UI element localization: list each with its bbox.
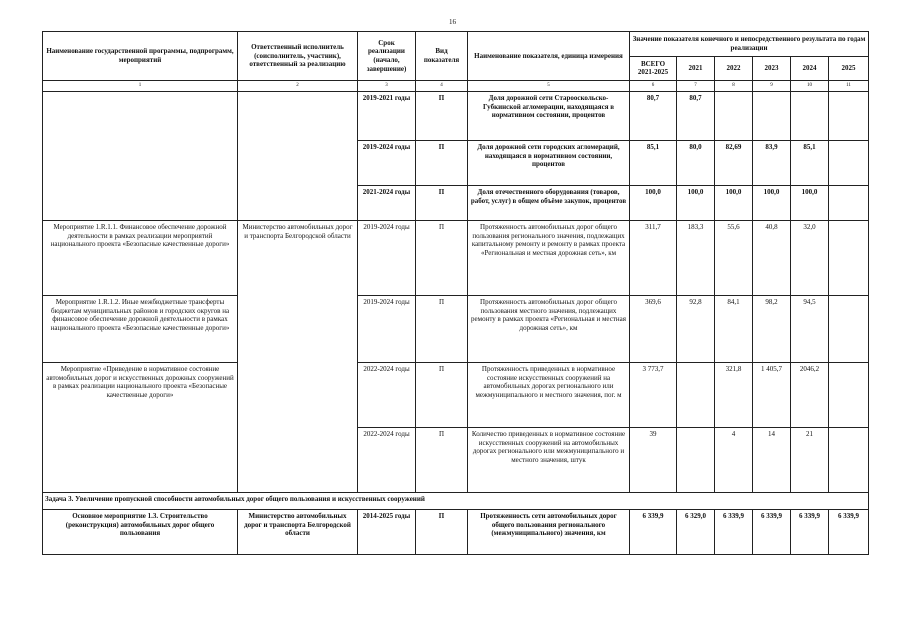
header-values-group: Значение показателя конечного и непосредственного результата по годам реализации bbox=[630, 32, 869, 57]
header-type: Вид показателя bbox=[416, 32, 468, 81]
type-cell: П bbox=[416, 92, 468, 141]
index-cell: 10 bbox=[791, 81, 829, 92]
value-cell bbox=[753, 92, 791, 141]
table-row bbox=[43, 296, 869, 363]
header-total: ВСЕГО 2021-2025 bbox=[630, 56, 677, 81]
value-cell: 1 405,7 bbox=[753, 363, 791, 428]
value-cell: 6 329,0 bbox=[677, 510, 715, 555]
header-period: Срок реализации (начало, завершение) bbox=[358, 32, 416, 81]
index-cell: 1 bbox=[43, 81, 238, 92]
program-cell: Мероприятие 1.R.1.1. Финансовое обеспечение дорожной деятельности в рамках реализации мероприятий национального проекта «Безопасные качественные дороги» bbox=[43, 221, 238, 296]
period-cell: 2019-2024 годы bbox=[358, 221, 416, 296]
period-cell: 2019-2024 годы bbox=[358, 141, 416, 186]
header-year: 2025 bbox=[829, 56, 869, 81]
index-cell: 5 bbox=[468, 81, 630, 92]
total-cell: 39 bbox=[630, 428, 677, 493]
type-cell: П bbox=[416, 221, 468, 296]
table-row bbox=[43, 510, 869, 555]
value-cell bbox=[829, 186, 869, 221]
value-cell: 98,2 bbox=[753, 296, 791, 363]
value-cell: 6 339,9 bbox=[791, 510, 829, 555]
indicator-cell: Протяженность автомобильных дорог общего пользования местного значения, подлежащих ремонту в рамках проекта «Региональная и местная дорожная сеть», км bbox=[468, 296, 630, 363]
value-cell bbox=[829, 363, 869, 428]
total-cell: 6 339,9 bbox=[630, 510, 677, 555]
index-cell: 6 bbox=[630, 81, 677, 92]
value-cell: 85,1 bbox=[791, 141, 829, 186]
index-cell: 4 bbox=[416, 81, 468, 92]
value-cell: 2046,2 bbox=[791, 363, 829, 428]
executor-cell: Министерство автомобильных дорог и транспорта Белгородской области bbox=[238, 221, 358, 493]
type-cell: П bbox=[416, 363, 468, 428]
executor-cell bbox=[238, 92, 358, 221]
type-cell: П bbox=[416, 428, 468, 493]
value-cell bbox=[829, 141, 869, 186]
executor-cell: Министерство автомобильных дорог и транспорта Белгородской области bbox=[238, 510, 358, 555]
program-cell: Мероприятие 1.R.1.2. Иные межбюджетные трансферты бюджетам муниципальных районов и городских округов на финансовое обеспечение дорожной деятельности в рамках национального проекта «Безопасные качественные дороги» bbox=[43, 296, 238, 363]
value-cell: 6 339,9 bbox=[715, 510, 753, 555]
value-cell: 94,5 bbox=[791, 296, 829, 363]
header-year: 2023 bbox=[753, 56, 791, 81]
table-row bbox=[43, 221, 869, 296]
indicator-cell: Доля дорожной сети Старооскольско-Губкинской агломерации, находящаяся в нормативном состоянии, процентов bbox=[468, 92, 630, 141]
value-cell: 21 bbox=[791, 428, 829, 493]
value-cell: 100,0 bbox=[677, 186, 715, 221]
header-year: 2024 bbox=[791, 56, 829, 81]
value-cell: 4 bbox=[715, 428, 753, 493]
period-cell: 2019-2021 годы bbox=[358, 92, 416, 141]
period-cell: 2022-2024 годы bbox=[358, 428, 416, 493]
total-cell: 80,7 bbox=[630, 92, 677, 141]
index-cell: 7 bbox=[677, 81, 715, 92]
total-cell: 3 773,7 bbox=[630, 363, 677, 428]
value-cell bbox=[677, 363, 715, 428]
total-cell: 311,7 bbox=[630, 221, 677, 296]
indicator-cell: Протяженность приведенных в нормативное состояние искусственных сооружений на автомобильных дорогах регионального или межмуниципального и местного значения, пог. м bbox=[468, 363, 630, 428]
value-cell: 92,8 bbox=[677, 296, 715, 363]
value-cell: 55,6 bbox=[715, 221, 753, 296]
indicator-cell: Количество приведенных в нормативное состояние искусственных сооружений на автомобильных дорогах регионального или межмуниципального и местного значения, штук bbox=[468, 428, 630, 493]
value-cell bbox=[829, 92, 869, 141]
value-cell bbox=[829, 221, 869, 296]
header-program: Наименование государственной программы, подпрограмм, мероприятий bbox=[43, 32, 238, 81]
index-cell: 8 bbox=[715, 81, 753, 92]
header-row-1 bbox=[43, 32, 869, 57]
value-cell: 82,69 bbox=[715, 141, 753, 186]
index-row bbox=[43, 81, 869, 92]
value-cell: 6 339,9 bbox=[753, 510, 791, 555]
value-cell: 100,0 bbox=[753, 186, 791, 221]
program-cell: Мероприятие «Приведение в нормативное состояние автомобильных дорог и искусственных дорожных сооружений в рамках реализации национального проекта «Безопасные качественные дороги» bbox=[43, 363, 238, 493]
program-cell bbox=[43, 92, 238, 221]
value-cell bbox=[791, 92, 829, 141]
total-cell: 85,1 bbox=[630, 141, 677, 186]
table-row bbox=[43, 363, 869, 428]
value-cell: 84,1 bbox=[715, 296, 753, 363]
value-cell bbox=[829, 296, 869, 363]
value-cell: 83,9 bbox=[753, 141, 791, 186]
type-cell: П bbox=[416, 296, 468, 363]
indicator-cell: Протяженность автомобильных дорог общего пользования регионального значения, подлежащих капитальному ремонту и ремонту в рамках проекта «Региональная и местная дорожная сеть», км bbox=[468, 221, 630, 296]
index-cell: 2 bbox=[238, 81, 358, 92]
type-cell: П bbox=[416, 141, 468, 186]
period-cell: 2019-2024 годы bbox=[358, 296, 416, 363]
header-indicator: Наименование показателя, единица измерения bbox=[468, 32, 630, 81]
task-row bbox=[43, 493, 869, 510]
value-cell: 6 339,9 bbox=[829, 510, 869, 555]
index-cell: 11 bbox=[829, 81, 869, 92]
value-cell: 14 bbox=[753, 428, 791, 493]
value-cell: 80,0 bbox=[677, 141, 715, 186]
indicator-cell: Доля дорожной сети городских агломераций, находящаяся в нормативном состоянии, процентов bbox=[468, 141, 630, 186]
type-cell: П bbox=[416, 510, 468, 555]
indicators-table bbox=[42, 31, 869, 555]
value-cell: 183,3 bbox=[677, 221, 715, 296]
program-cell: Основное мероприятие 1.3. Строительство (реконструкция) автомобильных дорог общего пользования bbox=[43, 510, 238, 555]
value-cell bbox=[715, 92, 753, 141]
value-cell: 40,8 bbox=[753, 221, 791, 296]
indicator-cell: Доля отечественного оборудования (товаров, работ, услуг) в общем объёме закупок, процентов bbox=[468, 186, 630, 221]
header-executor: Ответственный исполнитель (соисполнитель, участник), ответственный за реализацию bbox=[238, 32, 358, 81]
value-cell: 100,0 bbox=[715, 186, 753, 221]
value-cell: 32,0 bbox=[791, 221, 829, 296]
table-row bbox=[43, 92, 869, 141]
header-year: 2022 bbox=[715, 56, 753, 81]
value-cell: 100,0 bbox=[791, 186, 829, 221]
type-cell: П bbox=[416, 186, 468, 221]
header-year: 2021 bbox=[677, 56, 715, 81]
period-cell: 2014-2025 годы bbox=[358, 510, 416, 555]
index-cell: 9 bbox=[753, 81, 791, 92]
period-cell: 2022-2024 годы bbox=[358, 363, 416, 428]
value-cell: 321,8 bbox=[715, 363, 753, 428]
index-cell: 3 bbox=[358, 81, 416, 92]
value-cell bbox=[677, 428, 715, 493]
period-cell: 2021-2024 годы bbox=[358, 186, 416, 221]
value-cell: 80,7 bbox=[677, 92, 715, 141]
value-cell bbox=[829, 428, 869, 493]
task-heading: Задача 3. Увеличение пропускной способности автомобильных дорог общего пользования и искусственных сооружений bbox=[43, 493, 869, 510]
indicator-cell: Протяженность сети автомобильных дорог общего пользования регионального (межмуниципального) значения, км bbox=[468, 510, 630, 555]
page-number: 16 bbox=[449, 18, 456, 26]
total-cell: 100,0 bbox=[630, 186, 677, 221]
total-cell: 369,6 bbox=[630, 296, 677, 363]
